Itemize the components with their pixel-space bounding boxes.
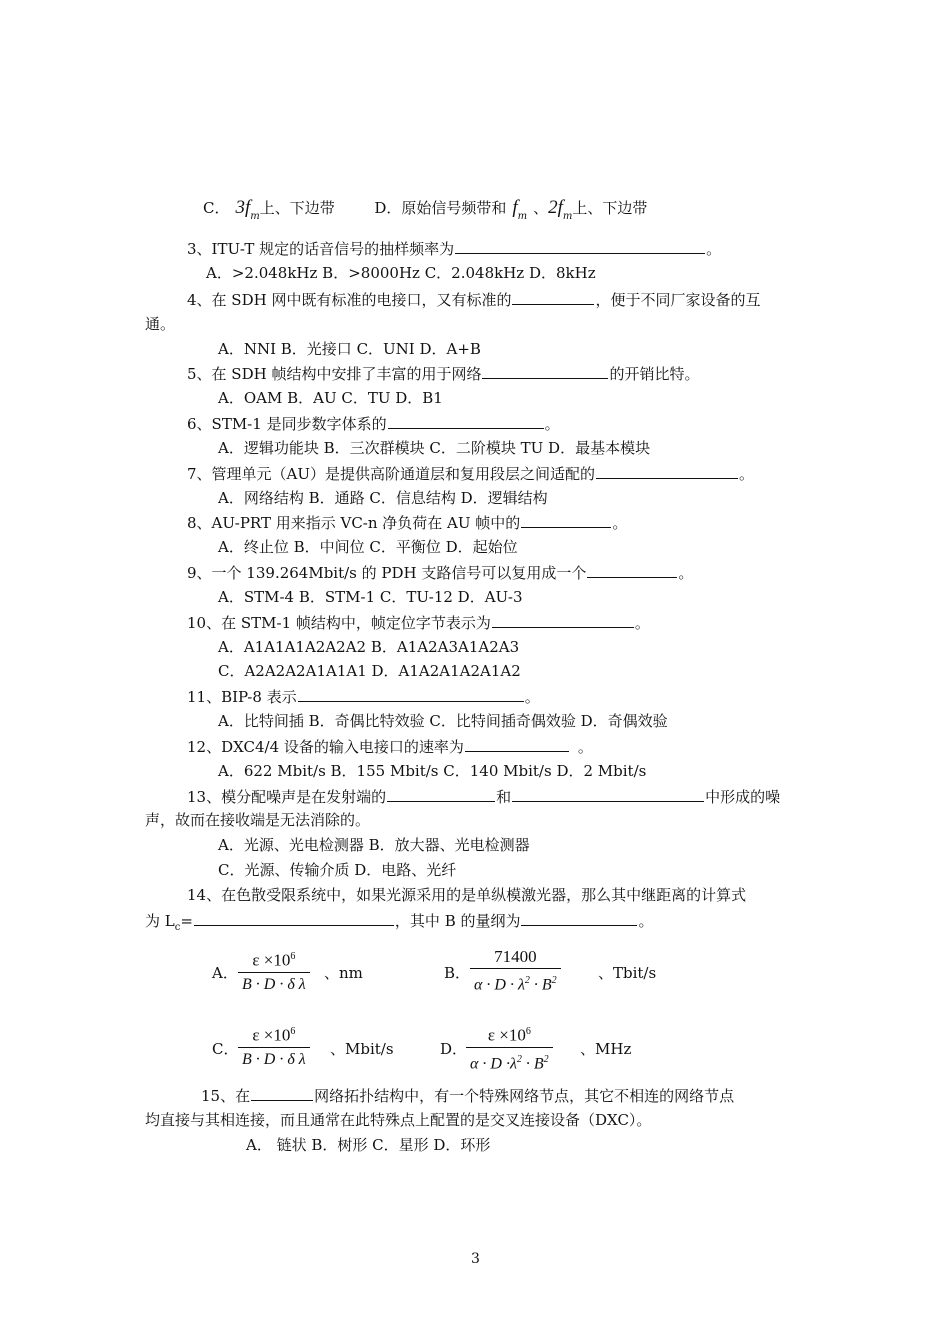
q4-options: A．NNI B．光接口 C．UNI D．A+B	[218, 340, 481, 358]
q7-blank[interactable]	[596, 462, 738, 479]
q14-stem: 14、在色散受限系统中，如果光源采用的是单纵模激光器，那么其中继距离的计算式	[187, 886, 747, 904]
q14-d-label: D．	[440, 1040, 468, 1058]
q3-blank[interactable]	[455, 237, 705, 254]
q14-c-unit: 、Mbit/s	[330, 1040, 394, 1058]
q13-blank-1[interactable]	[387, 785, 495, 802]
q13-blank-2[interactable]	[512, 785, 704, 802]
q13-options-1: A．光源、光电检测器 B．放大器、光电检测器	[218, 836, 530, 854]
q2-c-prefix: C．	[203, 199, 230, 217]
q13-options-2: C．光源、传输介质 D．电路、光纤	[218, 861, 457, 879]
q14-blank-1[interactable]	[194, 909, 394, 926]
q2-d-f2: f	[557, 197, 563, 218]
q14-b-label: B．	[444, 964, 471, 982]
q14-d-unit: 、MHz	[580, 1040, 632, 1058]
q9-options: A．STM-4 B．STM-1 C．TU-12 D．AU-3	[218, 588, 523, 606]
q2-d-m: m	[517, 211, 528, 222]
q8-stem: 8、AU-PRT 用来指示 VC-n 净负荷在 AU 帧中的 。	[187, 511, 627, 534]
q2-d-2: 2	[548, 197, 558, 218]
q6-stem: 6、STM-1 是同步数字体系的 。	[187, 412, 560, 435]
q10-options-2: C．A2A2A2A1A1A1 D．A1A2A1A2A1A2	[218, 662, 521, 680]
q15-options: A． 链状 B．树形 C．星形 D．环形	[246, 1136, 491, 1154]
q14-a-label: A．	[212, 964, 238, 982]
q12-options: A．622 Mbit/s B．155 Mbit/s C．140 Mbit/s D．2 Mbit/s	[218, 762, 647, 780]
q2-c-suffix: 上、下边带	[259, 199, 335, 217]
q14-d-fraction: $\frac{\varepsilon \times 10^6}{\alpha \cdot D \cdot\lambda^2 \cdot B^2}$	[466, 1021, 553, 1076]
q10-stem: 10、在 STM-1 帧结构中，帧定位字节表示为 。	[187, 611, 650, 634]
q2-c-3: 3	[235, 197, 245, 218]
q11-stem: 11、BIP-8 表示 。	[187, 685, 540, 708]
q14-blank-2[interactable]	[521, 909, 637, 926]
q10-blank[interactable]	[492, 611, 634, 628]
q14-cont: 为 $L_c=$ ，其中 B 的量纲为 。	[145, 909, 654, 939]
q15-blank[interactable]	[251, 1084, 313, 1101]
q15-cont: 均直接与其相连接，而且通常在此特殊点上配置的是交叉连接设备（DXC）。	[145, 1111, 652, 1129]
q5-options: A．OAM B．AU C．TU D．B1	[218, 389, 443, 407]
q14-c-label: C．	[212, 1040, 239, 1058]
q4-stem: 4、在 SDH 网中既有标准的电接口，又有标准的 ，便于不同厂家设备的互	[187, 288, 760, 311]
q14-a-fraction: $\frac{\varepsilon \times 10^6}{\text{B · D · δ λ}}$	[238, 946, 310, 997]
q14-a-unit: 、nm	[324, 964, 363, 982]
q9-blank[interactable]	[587, 561, 677, 578]
q2-d-f: f	[512, 197, 518, 218]
q4-cont: 通。	[145, 315, 176, 333]
q2-option-line	[203, 197, 647, 228]
q2-c-m: m	[250, 211, 260, 222]
q6-options: A．逻辑功能块 B．三次群模块 C．二阶模块 TU D．最基本模块	[218, 439, 651, 457]
q14-b-fraction: $\frac{71400}{\alpha \cdot D \cdot \lambda^2 \cdot B^2}$	[470, 946, 561, 997]
q10-options-1: A．A1A1A1A2A2A2 B．A1A2A3A1A2A3	[218, 638, 520, 656]
q8-options: A．终止位 B．中间位 C．平衡位 D．起始位	[218, 538, 518, 556]
q14-b-unit: 、Tbit/s	[598, 964, 657, 982]
q4-blank[interactable]	[512, 288, 594, 305]
q14-c-fraction: $\frac{\varepsilon \times 10^6}{\text{B · D · δ λ}}$	[238, 1021, 310, 1072]
q9-stem: 9、一个 139.264Mbit/s 的 PDH 支路信号可以复用成一个 。	[187, 561, 693, 584]
q12-stem: 12、DXC4/4 设备的输入电接口的速率为 。	[187, 735, 593, 758]
q7-stem: 7、管理单元（AU）是提供高阶通道层和复用段层之间适配的 。	[187, 462, 754, 485]
q11-blank[interactable]	[298, 685, 524, 702]
q13-stem: 13、模分配噪声是在发射端的 和 中形成的噪	[187, 785, 780, 808]
q11-options: A．比特间插 B．奇偶比特效验 C．比特间插奇偶效验 D．奇偶效验	[218, 712, 668, 730]
q15-stem: 15、在 网络拓扑结构中，有一个特殊网络节点，其它不相连的网络节点	[201, 1084, 734, 1107]
page-number: 3	[471, 1251, 480, 1267]
q5-blank[interactable]	[482, 362, 608, 379]
q2-d-m2: m	[562, 211, 573, 222]
q5-stem: 5、在 SDH 帧结构中安排了丰富的用于网络 的开销比特。	[187, 362, 699, 385]
q3-options: A．>2.048kHz B．>8000Hz C．2.048kHz D．8kHz	[206, 264, 596, 282]
q12-blank[interactable]	[465, 735, 569, 752]
q7-options: A．网络结构 B．通路 C．信息结构 D．逻辑结构	[218, 489, 548, 507]
q8-blank[interactable]	[521, 511, 611, 528]
q2-d-suffix: 上、下边带	[572, 199, 648, 217]
q2-c-f: f	[244, 197, 251, 218]
q2-d-prefix: D．原始信号频带和	[374, 199, 507, 217]
q2-d-sep: 、	[533, 199, 549, 217]
q6-blank[interactable]	[388, 412, 544, 429]
q13-cont: 声，故而在接收端是无法消除的。	[145, 811, 371, 829]
q3-stem: 3、ITU-T 规定的话音信号的抽样频率为 。	[187, 237, 721, 260]
